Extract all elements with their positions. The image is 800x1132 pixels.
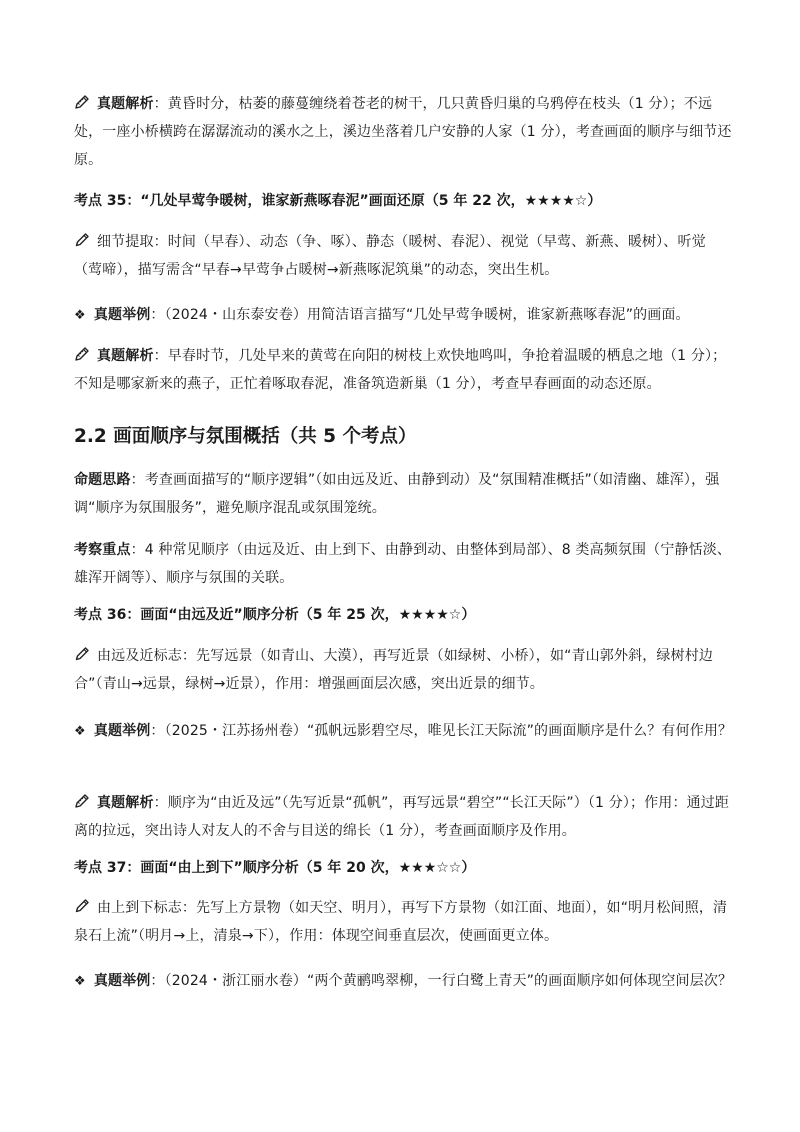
diamond-bullet-icon: ❖ (74, 724, 86, 739)
analysis-label: 真题解析 (97, 96, 154, 112)
analysis-text: 顺序为“由近及远”（先写近景“孤帆”，再写远景“碧空”“长江天际”）（1 分）；作用：通过距离的拉远，突出诗人对友人的不舍与目送的绵长（1 分），考查画面顺序及作用。 (74, 795, 730, 839)
note-text: 细节提取：时间（早春）、动态（争、啄）、静态（暖树、春泥）、视觉（早莺、新燕、暖树）、听觉（莺啼），描写需含“早春→早莺争占暖树→新燕啄泥筑巢”的动态，突出生机。 (74, 234, 706, 278)
note-text: 由上到下标志：先写上方景物（如天空、明月），再写下方景物（如江面、地面），如“明月松间照，清泉石上流”（明月→上，清泉→下），作用：体现空间垂直层次，使画面更立体。 (74, 900, 728, 944)
pencil-icon (74, 646, 90, 662)
focus-label: 考察重点 (74, 542, 131, 558)
proposition-label: 命题思路 (74, 472, 131, 488)
proposition-text: 考查画面描写的“顺序逻辑”（如由远及近、由静到动）及“氛围精准概括”（如清幽、雄浑），强调“顺序为氛围服务”，避免顺序混乱或氛围笼统。 (74, 472, 720, 516)
example-block: ❖ 真题举例：（2024・山东泰安卷）用简洁语言描写“几处早莺争暖树，谁家新燕啄春泥”的画面。 (74, 301, 734, 330)
note-text: 由远及近标志：先写远景（如青山、大漠），再写近景（如绿树、小桥），如“青山郭外斜，绿树村边合”（青山→远景，绿树→近景），作用：增强画面层次感，突出近景的细节。 (74, 648, 713, 692)
example-label: 真题举例 (93, 723, 151, 739)
analysis-block: 真题解析：早春时节，几处早来的黄莺在向阳的树枝上欢快地鸣叫，争抢着温暖的栖息之地（1 分）；不知是哪家新来的燕子，正忙着啄取春泥，准备筑造新巢（1 分），考查早春画面的动态还原。 (74, 348, 727, 392)
kaodian-35-heading: 考点 35：“几处早莺争暖树，谁家新燕啄春泥”画面还原（5 年 22 次，★★★★☆） (74, 193, 602, 209)
kaodian-36-heading: 考点 36：画面“由远及近”顺序分析（5 年 25 次，★★★★☆） (74, 607, 476, 623)
example-block: ❖ 真题举例：（2024・浙江丽水卷）“两个黄鹂鸣翠柳，一行白鹭上青天”的画面顺序如何体现空间层次？ (74, 967, 734, 996)
pencil-ruler-icon (74, 793, 90, 809)
example-block: ❖ 真题举例：（2025・江苏扬州卷）“孤帆远影碧空尽，唯见长江天际流”的画面顺序是什么？有何作用？ (74, 717, 734, 746)
pencil-icon (74, 898, 90, 914)
analysis-label: 真题解析 (97, 348, 154, 364)
pencil-icon (74, 232, 90, 248)
kaodian-37-heading: 考点 37：画面“由上到下”顺序分析（5 年 20 次，★★★☆☆） (74, 860, 476, 876)
section-heading: 2.2 画面顺序与氛围概括（共 5 个考点） (74, 426, 417, 447)
note-block (74, 642, 734, 698)
example-label: 真题举例 (93, 307, 151, 323)
diamond-bullet-icon: ❖ (74, 974, 86, 989)
pencil-ruler-icon (74, 94, 90, 110)
example-text: （2025・江苏扬州卷）“孤帆远影碧空尽，唯见长江天际流”的画面顺序是什么？有何作用？ (164, 723, 733, 739)
diamond-bullet-icon: ❖ (74, 308, 86, 323)
focus-text: 4 种常见顺序（由远及近、由上到下、由静到动、由整体到局部）、8 类高频氛围（宁静恬淡、雄浑开阔等）、顺序与氛围的关联。 (74, 542, 732, 586)
proposition-block: 命题思路：考查画面描写的“顺序逻辑”（如由远及近、由静到动）及“氛围精准概括”（如清幽、雄浑），强调“顺序为氛围服务”，避免顺序混乱或氛围笼统。 (74, 472, 720, 516)
focus-block: 考察重点：4 种常见顺序（由远及近、由上到下、由静到动、由整体到局部）、8 类高频氛围（宁静恬淡、雄浑开阔等）、顺序与氛围的关联。 (74, 542, 732, 586)
analysis-text: 黄昏时分，枯萎的藤蔓缠绕着苍老的树干，几只黄昏归巢的乌鸦停在枝头（1 分）；不远处，一座小桥横跨在潺潺流动的溪水之上，溪边坐落着几户安静的人家（1 分），考查画面的顺序与细节还原。 (74, 96, 732, 168)
analysis-block: 真题解析：顺序为“由近及远”（先写近景“孤帆”，再写远景“碧空”“长江天际”）（1 分）；作用：通过距离的拉远，突出诗人对友人的不舍与目送的绵长（1 分），考查画面顺序及作用。 (74, 795, 730, 839)
example-label: 真题举例 (93, 973, 151, 989)
analysis-text: 早春时节，几处早来的黄莺在向阳的树枝上欢快地鸣叫，争抢着温暖的栖息之地（1 分）；不知是哪家新来的燕子，正忙着啄取春泥，准备筑造新巢（1 分），考查早春画面的动态还原。 (74, 348, 727, 392)
analysis-block: 真题解析：黄昏时分，枯萎的藤蔓缠绕着苍老的树干，几只黄昏归巢的乌鸦停在枝头（1 分）；不远处，一座小桥横跨在潺潺流动的溪水之上，溪边坐落着几户安静的人家（1 分），考查画面的顺序与细节还原。 (74, 96, 732, 168)
pencil-ruler-icon (74, 346, 90, 362)
example-text: （2024・山东泰安卷）用简洁语言描写“几处早莺争暖树，谁家新燕啄春泥”的画面。 (164, 307, 690, 323)
analysis-label: 真题解析 (97, 795, 154, 811)
note-block (74, 228, 734, 284)
example-text: （2024・浙江丽水卷）“两个黄鹂鸣翠柳，一行白鹭上青天”的画面顺序如何体现空间层次？ (164, 973, 733, 989)
note-block (74, 894, 734, 950)
